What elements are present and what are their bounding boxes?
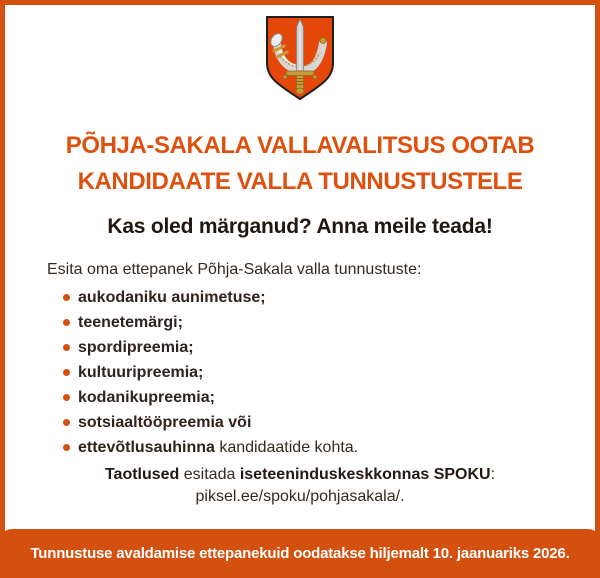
spoku-url: piksel.ee/spoku/pohjasakala/. — [195, 488, 405, 505]
apply-mid-text: esitada — [183, 466, 236, 483]
bullet-dot-icon — [63, 444, 70, 451]
intro-text: Esita oma ettepanek Põhja-Sakala valla tunnustuste: — [47, 261, 422, 278]
list-item-strong: kultuuripreemia; — [78, 364, 204, 381]
list-item — [63, 410, 595, 435]
bullet-dot-icon — [63, 419, 70, 426]
list-item — [63, 435, 595, 460]
list-item-strong: teenetemärgi; — [78, 314, 183, 331]
apply-bold-spoku: iseteeninduskeskkonnas SPOKU — [239, 466, 491, 483]
bullet-dot-icon — [63, 319, 70, 326]
bullet-dot-icon — [63, 369, 70, 376]
bullet-dot-icon — [63, 394, 70, 401]
page-subtitle: Kas oled märganud? Anna meile teada! — [107, 215, 493, 238]
apply-bold-taotlused: Taotlused — [104, 466, 180, 483]
list-item — [63, 360, 595, 385]
page-title — [15, 128, 585, 200]
deadline-banner — [0, 529, 600, 578]
list-item — [63, 335, 595, 360]
page-title-line1: PÕHJA-SAKALA VALLAVALITSUS OOTAB — [65, 132, 535, 159]
list-item — [63, 310, 595, 335]
list-item-strong: ettevõtlusauhinna — [78, 439, 215, 456]
coat-of-arms-icon — [265, 15, 335, 101]
page-title-line2: KANDIDAATE VALLA TUNNUSTUSTELE — [77, 168, 523, 195]
list-item — [63, 285, 595, 310]
award-list — [63, 285, 595, 460]
deadline-text: Tunnustuse avaldamise ettepanekuid oodatakse hiljemalt 10. jaanuariks 2026. — [30, 545, 570, 562]
list-item-rest: kandidaatide kohta. — [214, 439, 359, 456]
list-item-strong: sotsiaaltööpreemia või — [78, 414, 252, 431]
apply-colon: : — [490, 466, 496, 483]
bullet-dot-icon — [63, 294, 70, 301]
bullet-dot-icon — [63, 344, 70, 351]
list-item-strong: spordipreemia; — [78, 339, 194, 356]
apply-instruction — [15, 464, 585, 486]
list-item — [63, 385, 595, 410]
list-item-strong: kodanikupreemia; — [78, 389, 215, 406]
list-item-strong: aukodaniku aunimetuse; — [78, 289, 266, 306]
